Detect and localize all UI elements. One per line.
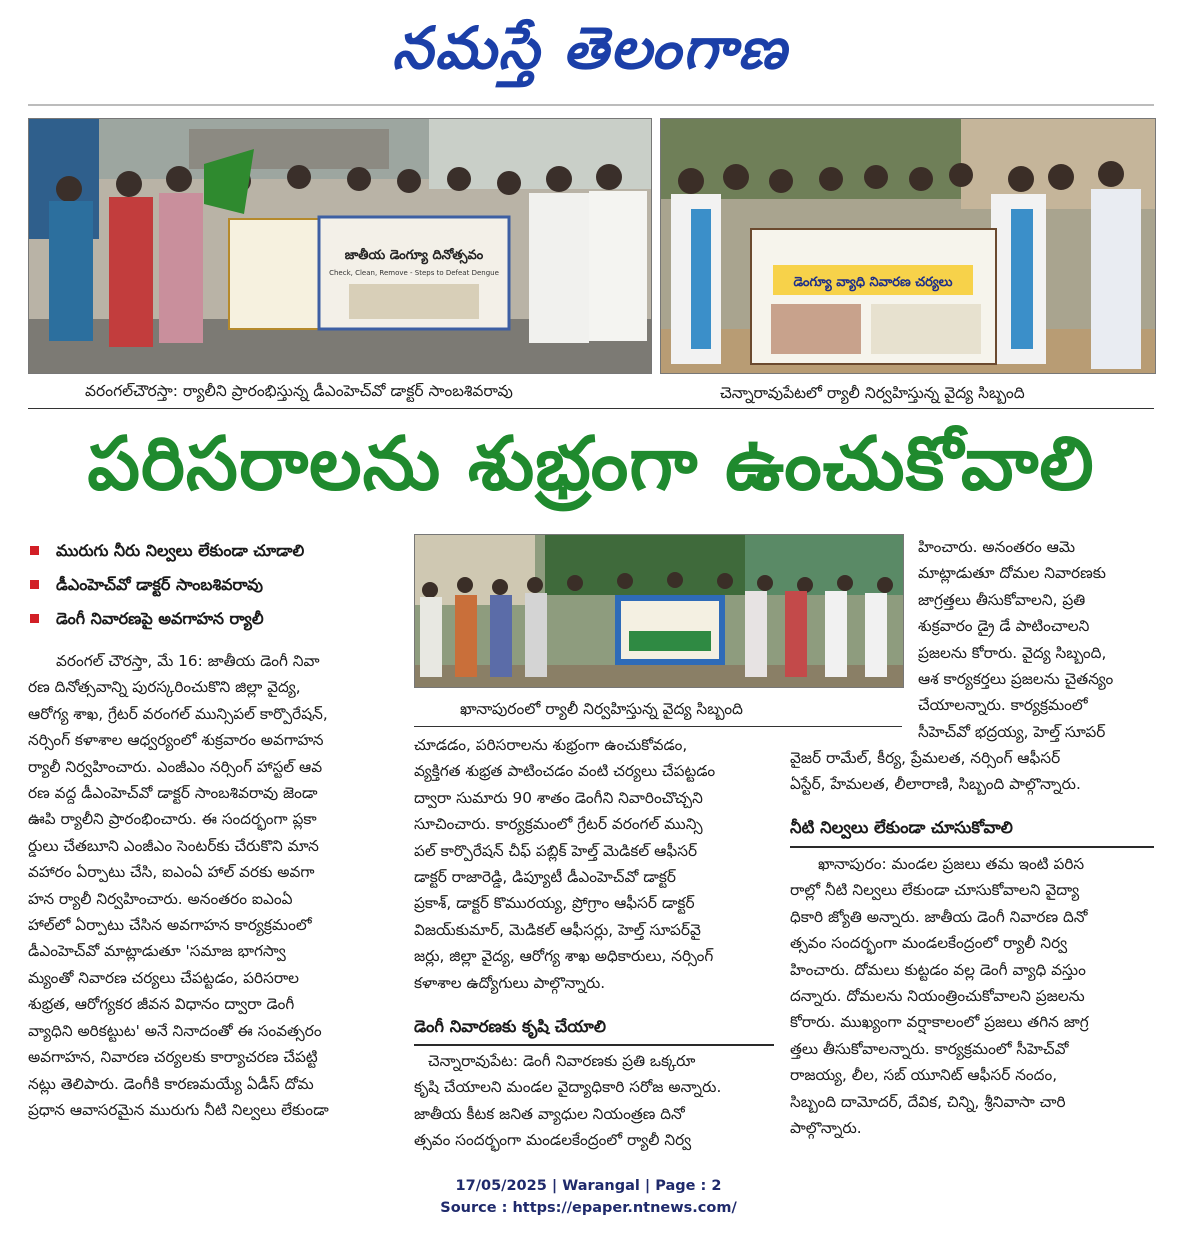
left-banner-text: జాతీయ డెంగ్యూ దినోత్సవం xyxy=(344,248,484,263)
text-line: జర్లు, జిల్లా వైద్య, ఆరోగ్య శాఖ అధికారులు, నర్సింగ్ xyxy=(414,947,714,966)
text-line: మాట్లాడుతూ దోమల నివారణకు xyxy=(918,564,1106,583)
text-line: వరంగల్ చౌరస్తా, మే 16: జాతీయ డెంగీ నివా xyxy=(56,652,320,670)
text-line: ధికారి జ్యోతి అన్నారు. జాతీయ డెంగీ నివారణ దినో xyxy=(790,907,1088,926)
bullet-item: మురుగు నీరు నిల్వలు లేకుండా చూడాలి xyxy=(28,536,408,570)
caption-center-photo: ఖానాపురంలో ర్యాలీ నిర్వహిస్తున్న వైద్య సిబ్బంది xyxy=(460,700,743,718)
text-line: వ్యాధిని అరికట్టుట' అనే నినాదంతో ఈ సంవత్సరం xyxy=(28,1021,322,1040)
text-line: ద్వారా సుమారు 90 శాతం డెంగీని నివారించొచ్చని xyxy=(414,788,703,807)
text-line: వహారం ఏర్పాటు చేసి, ఐఎంఏ హాల్ వరకు అవగా xyxy=(28,863,315,882)
article-column-2b xyxy=(414,1048,774,1154)
text-line: రాల్లో నీటి నిల్వలు లేకుండా చూసుకోవాలని వైద్యా xyxy=(790,881,1080,900)
article-column-2 xyxy=(414,732,774,996)
text-line: వ్యక్తిగత శుభ్రత పాటించడం వంటి చర్యలు చేపట్టడం xyxy=(414,762,716,781)
text-line: నట్లు తెలిపారు. డెంగీకి కారణమయ్యే ఏడీస్ దోమ xyxy=(28,1074,314,1093)
article-column-3c xyxy=(790,851,1154,1141)
text-line: ఖానాపురం: మండల ప్రజలు తమ ఇంటి పరిస xyxy=(818,855,1085,873)
text-line: రణ వద్ద డీఎంహెచ్‌వో డాక్టర్ సాంబశివరావు జెండా xyxy=(28,784,318,803)
headline: పరిసరాలను శుభ్రంగా ఉంచుకోవాలి xyxy=(87,421,1095,507)
text-line: హాల్‌లో ఏర్పాటు చేసిన అవగాహన కార్యక్రమంలో xyxy=(28,916,312,935)
text-line: చెన్నారావుపేట: డెంగీ నివారణకు ప్రతి ఒక్కరూ xyxy=(428,1052,696,1070)
text-line: చూడడం, పరిసరాలను శుభ్రంగా ఉంచుకోవడం, xyxy=(414,736,688,754)
article-column-1 xyxy=(28,648,403,1123)
text-line: పాల్గొన్నారు. xyxy=(790,1119,862,1138)
text-line: అవగాహన, నివారణ చర్యలకు కార్యాచరణ చేపట్టి xyxy=(28,1048,318,1067)
text-line: మ్యంతో నివారణ చర్యలు చేపట్టడం, పరిసరాల xyxy=(28,968,300,987)
subhead-chennaraopet: డెంగీ నివారణకు కృషి చేయాలి xyxy=(414,1017,606,1036)
text-line: సిబ్బంది దామోదర్, దేవిక, చిన్ని, శ్రీనివాసా చారి xyxy=(790,1092,1066,1111)
text-line: సీహెచ్‌వో భద్రయ్య, హెల్త్ సూపర్ xyxy=(918,722,1106,741)
text-line: ర్డులు చేతబూని ఎంజీఎం సెంటర్‌కు చేరుకొని మాన xyxy=(28,836,319,855)
bullet-marker xyxy=(30,614,39,623)
photo-chennaraopet-rally xyxy=(660,118,1156,374)
text-line: హించారు. అనంతరం ఆమె xyxy=(918,538,1076,556)
bullet-marker xyxy=(30,580,39,589)
masthead-divider xyxy=(28,104,1154,106)
caption-right-photo: చెన్నారావుపేటలో ర్యాలీ నిర్వహిస్తున్న వైద్య సిబ్బంది xyxy=(720,384,1025,402)
text-line: నర్సింగ్ కళాశాల ఆధ్వర్యంలో శుక్రవారం అవగాహన xyxy=(28,731,324,750)
text-line: చేయాలన్నారు. కార్యక్రమంలో xyxy=(918,696,1088,715)
text-line: ఆరోగ్య శాఖ, గ్రేటర్ వరంగల్ మున్సిపల్ కార్పొరేషన్, xyxy=(28,704,328,723)
bullet-item: డీఎంహెచ్‌వో డాక్టర్ సాంబశివరావు xyxy=(28,570,408,604)
text-line: సూచించారు. కార్యక్రమంలో గ్రేటర్ వరంగల్ మున్సి xyxy=(414,815,703,834)
text-line: కోరారు. ముఖ్యంగా వర్షాకాలంలో ప్రజలు తగిన జాగ్ర xyxy=(790,1013,1089,1032)
text-line: త్సవం సందర్భంగా మండలకేంద్రంలో ర్యాలీ నిర్వ xyxy=(414,1131,692,1150)
text-line: హించారు. దోమలు కుట్టడం వల్ల డెంగీ వ్యాధి వస్తుం xyxy=(790,960,1086,979)
text-line: రాజయ్య, లీల, సబ్ యూనిట్ ఆఫీసర్ నందం, xyxy=(790,1066,1058,1085)
left-banner-text-en: Check, Clean, Remove - Steps to Defeat Dengue xyxy=(329,269,499,277)
text-line: ఏస్టేర్, హేమలత, లీలారాణి, సిబ్బంది పాల్గొన్నారు. xyxy=(790,775,1081,794)
article-column-3b xyxy=(790,745,1154,798)
article-column-3a xyxy=(918,534,1154,745)
bullet-item: డెంగీ నివారణపై అవగాహన ర్యాలీ xyxy=(28,604,408,638)
text-line: ర్యాలీ నిర్వహించారు. ఎంజీఎం నర్సింగ్ హాస్టల్ ఆవ xyxy=(28,757,323,776)
text-line: శుభ్రత, ఆరోగ్యకర జీవన విధానం ద్వారా డెంగీ xyxy=(28,995,295,1014)
text-line: విజయ్‌కుమార్, మెడికల్ ఆఫీసర్లు, హెల్త్ సూపర్‌వై xyxy=(414,920,701,939)
text-line: త్తలు తీసుకోవాలన్నారు. కార్యక్రమంలో సీహెచ్‌వో xyxy=(790,1039,1069,1058)
text-line: ప్రకాశ్, డాక్టర్ కొమురయ్య, ప్రోగ్రాం ఆఫీసర్ డాక్టర్ xyxy=(414,894,695,913)
text-line: వైజర్ రామేల్, కీర్య, ప్రేమలత, నర్సింగ్ ఆఫీసర్ xyxy=(790,749,1061,767)
text-line: ప్రధాన ఆవాసరమైన మురుగు నీటి నిల్వలు లేకుండా xyxy=(28,1100,329,1119)
newspaper-title: నమస్తే తెలంగాణ xyxy=(392,14,788,82)
bullet-list xyxy=(28,536,408,638)
text-line: కళాశాల ఉద్యోగులు పాల్గొన్నారు. xyxy=(414,973,606,992)
text-line: హన ర్యాలీ నిర్వహించారు. అనంతరం ఐఎంఏ xyxy=(28,889,293,908)
photo-khanapuram-rally xyxy=(414,534,904,688)
footer-date-page: 17/05/2025 | Warangal | Page : 2 xyxy=(455,1178,722,1194)
text-line: ఆశ కార్యకర్తలు ప్రజలను చైతన్యం xyxy=(918,670,1114,689)
text-line: శుక్రవారం డ్రై డే పాటించాలని xyxy=(918,617,1090,636)
text-line: డాక్టర్ రాజారెడ్డి, డిప్యూటీ డీఎంహెచ్‌వో డాక్టర్ xyxy=(414,868,676,887)
text-line: కృషి చేయాలని మండల వైద్యాధికారి సరోజ అన్నారు. xyxy=(414,1078,722,1097)
text-line: త్సవం సందర్భంగా మండలకేంద్రంలో ర్యాలీ నిర్వ xyxy=(790,934,1068,953)
text-line: జాతీయ కీటక జనిత వ్యాధుల నియంత్రణ దినో xyxy=(414,1104,685,1123)
photo-warangal-rally xyxy=(28,118,652,374)
bullet-marker xyxy=(30,546,39,555)
text-line: పల్ కార్పొరేషన్ చీఫ్ పబ్లిక్ హెల్త్ మెడికల్ ఆఫీసర్ xyxy=(414,841,698,860)
subhead-underline xyxy=(790,846,1154,848)
caption-left-photo: వరంగల్‌చౌరస్తా: ర్యాలీని ప్రారంభిస్తున్న డీఎంహెచ్‌వో డాక్టర్ సాంబశివరావు xyxy=(85,382,513,400)
text-line: జాగ్రత్తలు తీసుకోవాలని, ప్రతి xyxy=(918,590,1086,609)
text-line: రణ దినోత్సవాన్ని పురస్కరించుకొని జిల్లా వైద్య, xyxy=(28,678,301,697)
right-banner-text: డెంగ్యూ వ్యాధి నివారణ చర్యలు xyxy=(793,275,953,290)
caption-divider xyxy=(28,408,1154,409)
text-line: ప్రజలను కోరారు. వైద్య సిబ్బంది, xyxy=(918,643,1107,662)
center-caption-divider xyxy=(414,726,902,727)
text-line: ఊపి ర్యాలీని ప్రారంభించారు. ఈ సందర్భంగా ప్లకా xyxy=(28,810,317,829)
masthead xyxy=(0,0,1177,100)
subhead-underline xyxy=(414,1044,774,1046)
footer-source: Source : https://epaper.ntnews.com/ xyxy=(440,1200,737,1216)
text-line: డీఎంహెచ్‌వో మాట్లాడుతూ 'సమాజ భాగస్వా xyxy=(28,942,286,961)
text-line: దన్నారు. దోమలను నియంత్రించుకోవాలని ప్రజలను xyxy=(790,987,1085,1006)
subhead-khanapuram: నీటి నిల్వలు లేకుండా చూసుకోవాలి xyxy=(790,818,1013,837)
